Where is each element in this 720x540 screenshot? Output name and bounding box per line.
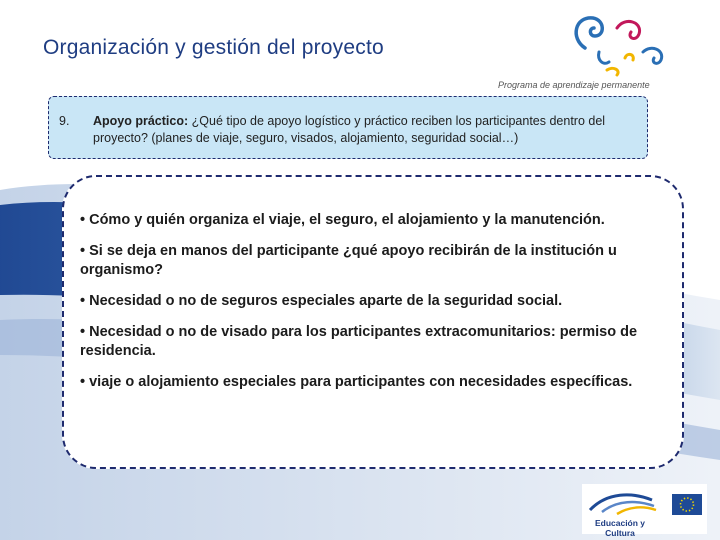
- answer-list: [80, 211, 676, 404]
- answer-item: • Cómo y quién organiza el viaje, el seguro, el alojamiento y la manutención.: [80, 212, 605, 228]
- eu-flag-icon: [672, 494, 702, 515]
- footer-label: Educación y Cultura: [594, 518, 646, 538]
- program-name: Programa de aprendizaje permanente: [498, 80, 650, 90]
- question-text-block: [93, 113, 643, 147]
- spiral-logo-icon: [565, 8, 675, 78]
- question-label: Apoyo práctico:: [93, 114, 189, 128]
- question-number: 9.: [59, 114, 70, 128]
- answer-item: • Necesidad o no de visado para los participantes extracomunitarios: permiso de residencia.: [80, 324, 638, 359]
- answer-item: • viaje o alojamiento especiales para participantes con necesidades específicas.: [80, 374, 633, 390]
- slide-title: Organización y gestión del proyecto: [43, 36, 384, 59]
- answer-item: • Necesidad o no de seguros especiales aparte de la seguridad social.: [80, 293, 563, 309]
- answer-item: • Si se deja en manos del participante ¿qué apoyo recibirán de la institución u organismo?: [80, 243, 617, 278]
- question-text: ¿Qué tipo de apoyo logístico y práctico reciben los participantes dentro del proyecto? (planes de viaje, seguro, visados, alojamiento, seguridad social…): [93, 114, 606, 145]
- answer-box: [62, 175, 684, 469]
- question-box: [48, 96, 648, 159]
